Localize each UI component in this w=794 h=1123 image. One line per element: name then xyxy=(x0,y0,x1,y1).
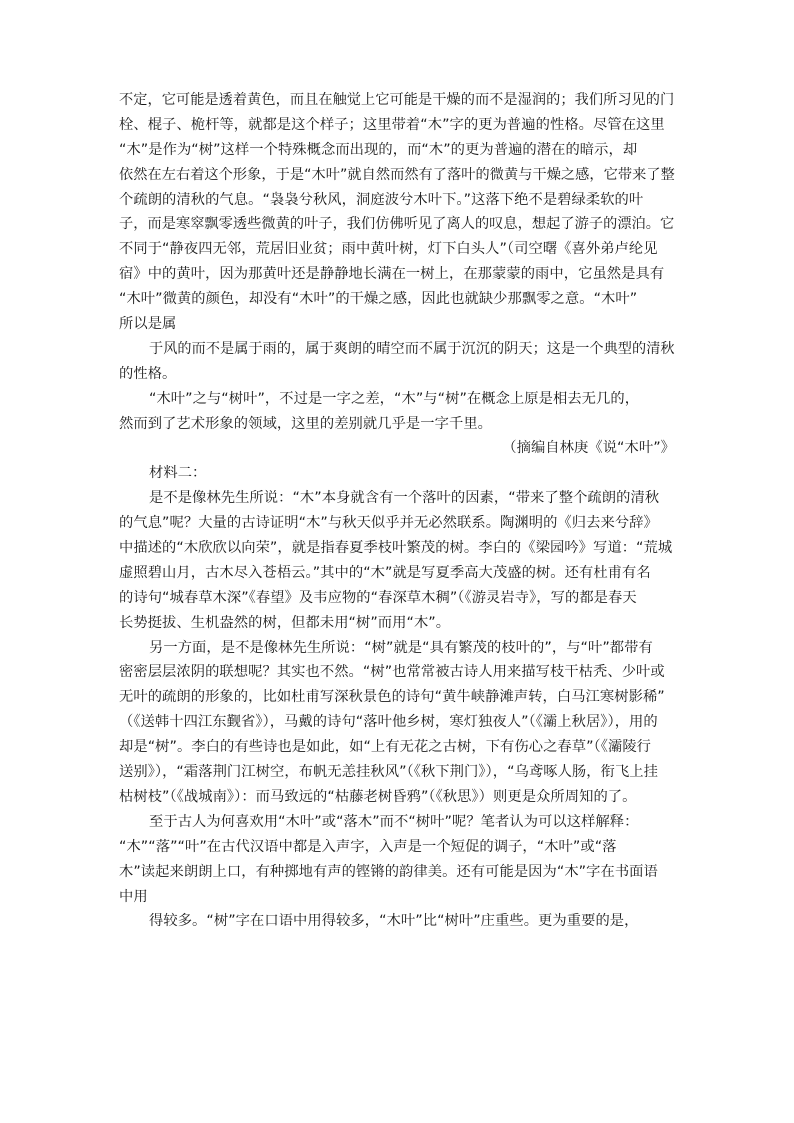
text-line: 枯树枝”（《战城南》）：而马致远的“枯藤老树昏鸦”（《秋思》）则更是众所周知的了。 xyxy=(119,788,637,805)
text-line: “木叶”微黄的颜色，却没有“木叶”的干燥之感，因此也就缺少那飘零之意。“木叶” xyxy=(119,291,638,308)
text-line: 虚照碧山月，古木尽入苍梧云。”其中的“木”就是写夏季高大茂盛的树。还有杜甫有名 xyxy=(119,564,651,581)
text-line: 无叶的疏朗的形象的，比如杜甫写深秋景色的诗句“黄牛峡静滩声转，白马江寒树影稀” xyxy=(119,689,665,706)
text-line: （《送韩十四江东觐省》），马戴的诗句“落叶他乡树，寒灯独夜人”（《灞上秋居》），用的 xyxy=(119,714,658,731)
text-line: 另一方面，是不是像林先生所说：“树”就是“具有繁茂的枝叶的”，与“叶”都带有 xyxy=(149,639,653,656)
text-line: 的性格。 xyxy=(119,365,177,382)
text-line: 却是“树”。李白的有些诗也是如此，如“上有无花之古树，下有伤心之春草”（《灞陵行 xyxy=(119,739,652,756)
text-line: 是不是像林先生所说：“木”本身就含有一个落叶的因素，“带来了整个疏朗的清秋 xyxy=(149,490,660,507)
text-line: 宿》中的黄叶，因为那黄叶还是静静地长满在一树上，在那蒙蒙的雨中，它虽然是具有 xyxy=(119,266,665,283)
text-line: 然而到了艺术形象的领域，这里的差别就几乎是一字千里。 xyxy=(119,415,493,432)
text-line: “木叶”之与“树叶”，不过是一字之差，“木”与“树”在概念上原是相去无几的， xyxy=(149,390,640,407)
text-line: 长势挺拔、生机盎然的树，但都未用“树”而用“木”。 xyxy=(119,614,451,631)
text-line: 栓、棍子、桅杆等，就都是这个样子；这里带着“木”字的更为普遍的性格。尽管在这里 xyxy=(119,116,665,133)
text-line: 依然在左右着这个形象，于是“木叶”就自然而然有了落叶的微黄与干燥之感，它带来了整 xyxy=(119,166,675,183)
text-line: 不定，它可能是透着黄色，而且在触觉上它可能是干燥的而不是湿润的；我们所习见的门 xyxy=(119,92,675,108)
text-line: 中描述的“木欣欣以向荣”，就是指春夏季枝叶繁茂的树。李白的《梁园吟》写道：“荒城 xyxy=(119,540,673,557)
text-line: 送别》），“霜落荆门江树空，布帆无恙挂秋风”（《秋下荆门》），“乌鸢啄人肠，衔飞上挂 xyxy=(119,764,658,781)
text-line: 所以是属 xyxy=(119,316,177,333)
text-line: 个疏朗的清秋的气息。“袅袅兮秋风，洞庭波兮木叶下。”这落下绝不是碧绿柔软的叶 xyxy=(119,191,644,208)
source-citation: （摘编自林庚《说“木叶”》 xyxy=(502,440,675,457)
text-line: 不同于“静夜四无邻，荒居旧业贫；雨中黄叶树，灯下白头人”（司空曙《喜外弟卢纶见 xyxy=(119,241,658,258)
text-line: 木”读起来朗朗上口，有种掷地有声的铿锵的韵律美。还有可能是因为“木”字在书面语 xyxy=(119,863,658,880)
text-line: 得较多。“树”字在口语中用得较多，“木叶”比“树叶”庄重些。更为重要的是， xyxy=(149,913,639,930)
document-page xyxy=(119,88,675,934)
text-line: 密密层层浓阴的联想呢？其实也不然。“树”也常常被古诗人用来描写枝干枯秃、少叶或 xyxy=(119,664,665,681)
text-line: 子，而是寒窣飘零透些微黄的叶子，我们仿佛听见了离人的叹息，想起了游子的漂泊。它 xyxy=(119,216,675,233)
text-line: 至于古人为何喜欢用“木叶”或“落木”而不“树叶”呢？笔者认为可以这样解释： xyxy=(149,813,639,830)
text-line: 的诗句“城春草木深”《春望》及韦应物的“春深草木稠”（《游灵岩寺》，写的都是春天 xyxy=(119,589,637,606)
text-line: 中用 xyxy=(119,888,148,905)
text-line: 于风的而不是属于雨的，属于爽朗的晴空而不属于沉沉的阴天；这是一个典型的清秋 xyxy=(149,340,675,357)
text-line: “木”“落”“叶”在古代汉语中都是入声字，入声是一个短促的调子，“木叶”或“落 xyxy=(119,838,617,855)
text-line: 的气息”呢？大量的古诗证明“木”与秋天似乎并无必然联系。陶渊明的《归去来兮辞》 xyxy=(119,515,658,532)
section-heading: 材料二： xyxy=(149,465,207,482)
text-line: “木”是作为“树”这样一个特殊概念而出现的，而“木”的更为普遍的潜在的暗示，却 xyxy=(119,141,638,158)
